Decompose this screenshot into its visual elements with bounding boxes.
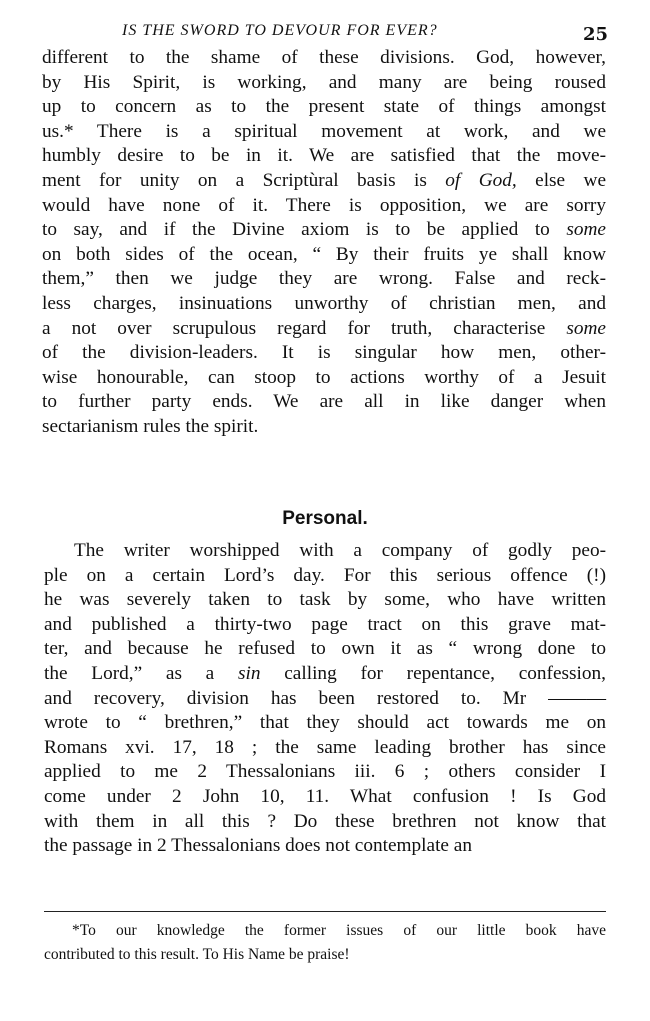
text-segment: come under 2 John 10, 11. What confusion ! Is God [44,785,606,807]
page-number: 25 [582,24,608,45]
text-line [42,390,606,415]
text-segment: and recovery, division has been restored to. Mr ——— [44,687,606,709]
text-segment: to say, and if the Divine axiom is to be applied to [42,219,567,241]
text-line [42,243,606,268]
text-line [44,588,606,613]
text-line [44,834,606,859]
text-segment: up to concern as to the present state of things amongst [42,96,606,118]
text-line [42,46,606,71]
text-line [42,341,606,366]
text-segment: calling for repentance, confession, [260,662,606,684]
text-line [44,810,606,835]
text-segment: with them in all this ? Do these brethren not know that [44,810,606,832]
text-segment: us.* There is a spiritual movement at work, and we [42,120,606,142]
text-segment: ter, and because he refused to own it as “ wrong done to [44,638,606,660]
italic-text: of God, [445,169,517,191]
paragraph-continuation [42,46,606,440]
text-line [42,267,606,292]
text-line [42,194,606,219]
text-line [44,539,606,564]
text-segment: wise honourable, can stoop to actions worthy of a Jesuit [42,366,606,388]
text-segment: The writer worshipped with a company of godly peo- [74,540,606,561]
text-segment: he was severely taken to task by some, who have written [44,589,606,611]
section-heading: Personal. [282,508,368,529]
text-segment: on both sides of the ocean, “ By their fruits ye shall know [42,243,606,265]
text-line [42,95,606,120]
text-segment: of the division-leaders. It is singular how men, other- [42,342,606,364]
text-line [42,317,606,342]
paragraph-personal [44,539,606,859]
text-segment: them,” then we judge they are wrong. False and reck- [42,268,606,290]
text-line [44,760,606,785]
text-segment: Romans xvi. 17, 18 ; the same leading brother has since [44,736,606,758]
running-title: IS THE SWORD TO DEVOUR FOR EVER? [122,22,438,39]
text-segment: to further party ends. We are all in like danger when [42,391,606,413]
text-line [44,711,606,736]
text-line [42,144,606,169]
text-segment: by His Spirit, is working, and many are being roused [42,71,606,93]
text-segment: and published a thirty-two page tract on this grave mat- [44,613,606,635]
text-line [44,613,606,638]
text-segment: wrote to “ brethren,” that they should act towards me on [44,712,606,734]
text-line [42,415,606,440]
text-segment: applied to me 2 Thessalonians iii. 6 ; others consider I [44,761,606,783]
italic-text: sin [237,662,261,684]
text-segment: the Lord,” as a [44,662,238,684]
text-line [44,662,606,687]
text-line [44,687,606,712]
text-line [44,785,606,810]
text-segment: ment for unity on a Scriptùral basis is [42,169,446,191]
italic-text: some [566,317,606,339]
text-segment: the passage in 2 Thessalonians does not contemplate an [44,835,473,857]
text-line [42,120,606,145]
text-segment: different to the shame of these divisions. God, however, [42,47,606,68]
text-line [42,366,606,391]
text-line [42,169,606,194]
footnote-divider [44,911,606,912]
footnote [44,919,606,967]
text-segment: humbly desire to be in it. We are satisfied that the move- [42,145,606,167]
text-line [42,292,606,317]
text-segment: else we [516,169,607,191]
footnote-line: contributed to this result. To His Name be praise! [44,946,350,963]
text-segment: ple on a certain Lord’s day. For this serious offence (!) [44,564,606,586]
text-segment: sectarianism rules the spirit. [42,415,259,437]
footnote-line: *To our knowledge the former issues of our little book have [72,922,606,939]
text-line [42,71,606,96]
text-line [44,564,606,589]
text-line [44,637,606,662]
text-segment: would have none of it. There is opposition, we are sorry [42,194,606,216]
italic-text: some [566,219,606,241]
text-segment: a not over scrupulous regard for truth, characterise [42,317,567,339]
text-line [44,736,606,761]
text-segment: less charges, insinuations unworthy of christian men, and [42,292,606,314]
text-line [42,218,606,243]
running-header [42,22,608,46]
